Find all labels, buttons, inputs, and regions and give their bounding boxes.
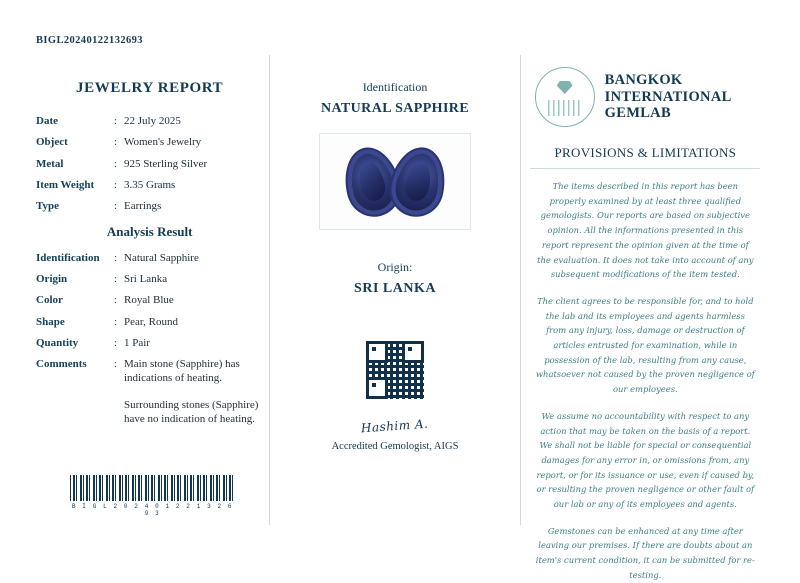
field-colon: : — [114, 315, 118, 328]
lab-name-line2: INTERNATIONAL — [604, 88, 732, 105]
qr-finder-top-left — [366, 341, 388, 363]
field-colon: : — [114, 136, 118, 149]
field-value: 1 Pair — [124, 336, 150, 349]
qr-finder-top-right — [402, 341, 424, 363]
barcode-image — [70, 475, 235, 501]
field-colon: : — [114, 336, 118, 349]
sapphire-stone-right-icon — [391, 149, 444, 214]
table-row — [36, 200, 269, 214]
middle-column — [269, 55, 520, 525]
field-value: 3.35 Grams — [124, 178, 176, 191]
field-key: Identification — [36, 251, 100, 264]
field-key: Date — [36, 115, 58, 127]
lab-name — [605, 72, 732, 122]
field-colon: : — [114, 200, 118, 212]
report-id: BIGL20240122132693 — [36, 35, 143, 46]
field-key: Shape — [36, 315, 65, 328]
field-key: Object — [36, 136, 68, 149]
analysis-result-table — [36, 252, 269, 427]
table-row — [36, 252, 269, 266]
field-key: Metal — [36, 157, 64, 170]
field-key: Quantity — [36, 336, 79, 349]
table-row — [36, 179, 269, 193]
field-colon: : — [114, 157, 118, 170]
field-colon: : — [114, 358, 118, 370]
identification-value: NATURAL SAPPHIRE — [320, 101, 470, 116]
field-colon: : — [114, 294, 118, 307]
lab-name-line3: GEMLAB — [604, 105, 671, 122]
field-colon: : — [114, 178, 118, 191]
barcode-block — [70, 475, 235, 517]
identification-label: Identification — [362, 80, 428, 94]
lab-name-line1: BANGKOK — [604, 71, 683, 88]
field-value: Earrings — [124, 200, 162, 212]
provisions-paragraph: We assume no accountability with respect to any action that may be taken on the basis of a report. We shall not be liable for special or consequential damages for any error in, or omissions from, any report, or for its issuance or use, even if caused by, or resulting the proven negligence or other fault of our lab or any of its employees and agents. — [536, 410, 755, 510]
table-row — [36, 316, 269, 330]
field-key: Color — [36, 294, 63, 307]
table-row — [36, 337, 269, 351]
field-key-spacer — [36, 398, 114, 428]
provisions-paragraph: The items described in this report has been properly examined by at least three qualified gemologists. Our reports are based on subjective opinion. All the informations presented in this report represent the opinion given at the time of the evaluation. It does not take into account of any subsequent modifications of the item tested. — [537, 181, 754, 280]
certificate-columns — [30, 55, 770, 580]
signature: Hashim A. — [360, 416, 430, 436]
gem-shape-icon — [557, 81, 573, 94]
field-colon-spacer — [114, 398, 124, 428]
lab-header — [521, 67, 770, 127]
provisions-paragraph: Gemstones can be enhanced at any time after leaving our premises. If there are doubts about an item's current condition, it can be submitted for re-testing. — [535, 525, 755, 580]
field-colon: : — [114, 115, 118, 127]
gemstone-photo — [319, 133, 471, 230]
table-row — [36, 136, 269, 150]
origin-value: SRI LANKA — [354, 281, 436, 296]
earrings-image — [320, 134, 470, 229]
field-value: Main stone (Sapphire) has indications of heating. — [124, 358, 240, 384]
origin-label: Origin: — [377, 260, 413, 274]
barcode-number: B I G L 2 0 2 4 0 1 2 2 1 3 2 6 9 3 — [71, 503, 234, 517]
table-row — [36, 358, 269, 386]
field-key: Origin — [36, 273, 68, 285]
field-value: 22 July 2025 — [124, 115, 181, 127]
divider — [530, 168, 760, 169]
field-colon: : — [114, 251, 118, 264]
left-column — [30, 55, 269, 525]
analysis-result-title: Analysis Result — [106, 223, 193, 239]
table-row — [36, 115, 269, 129]
field-value: Sri Lanka — [124, 273, 168, 285]
field-key: Type — [36, 200, 60, 212]
accredited-gemologist-label: Accredited Gemologist, AIGS — [331, 441, 459, 452]
field-value: Women's Jewelry — [124, 136, 202, 149]
field-value: Natural Sapphire — [124, 251, 199, 264]
field-colon: : — [114, 273, 118, 285]
table-row — [36, 294, 269, 308]
comments-extra-value: Surrounding stones (Sapphire) have no indication of heating. — [124, 398, 259, 426]
qr-code-icon[interactable] — [366, 341, 424, 399]
field-value: Pear, Round — [124, 315, 178, 328]
sapphire-stone-left-icon — [345, 148, 400, 214]
field-key: Comments — [36, 358, 87, 370]
field-value: 925 Sterling Silver — [124, 157, 208, 170]
provisions-title: PROVISIONS & LIMITATIONS — [554, 145, 737, 160]
jewelry-report-title: JEWELRY REPORT — [76, 80, 224, 96]
rays-icon — [548, 100, 582, 116]
item-details-table — [36, 115, 269, 214]
table-row — [36, 158, 269, 172]
field-key: Item Weight — [36, 178, 95, 191]
provisions-paragraph: The client agrees to be responsible for, and to hold the lab and its employees and agents harmless from any injury, loss, damage or destruction of articles entrusted for examination, while in possession of the lab, resulting from any cause, whatsoever not caused by the proven negligence of our employees. — [535, 295, 755, 395]
right-column — [521, 55, 770, 580]
gemlab-logo-icon — [535, 67, 595, 127]
qr-finder-bottom-left — [366, 377, 388, 399]
table-row — [36, 273, 269, 287]
field-value: Royal Blue — [124, 294, 174, 307]
table-row — [36, 398, 269, 428]
